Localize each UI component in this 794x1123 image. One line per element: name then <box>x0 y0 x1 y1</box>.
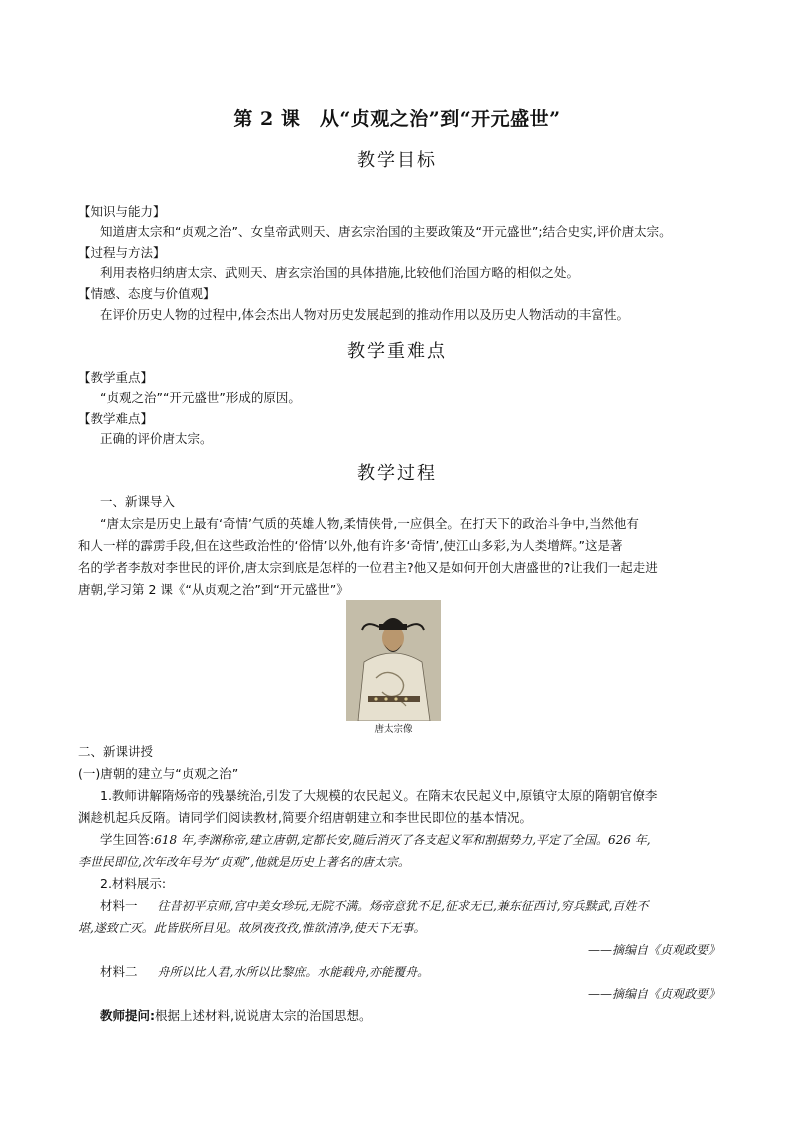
intro-heading: 一、新课导入 <box>100 494 176 509</box>
paragraph-1-line-2: 渊趁机起兵反隋。请同学们阅读教材,简要介绍唐朝建立和李世民即位的基本情况。 <box>78 810 532 825</box>
section-title-key-difficult: 教学重难点 <box>347 341 447 362</box>
material-1-label: 材料一 <box>100 898 138 913</box>
intro-line-3: 名的学者李敖对李世民的评价,唐太宗到底是怎样的一位君主?他又是如何开创大唐盛世的?让我们一起走进 <box>78 560 658 575</box>
teacher-question <box>100 1006 371 1026</box>
page-title: 第 2 课 从“贞观之治”到“开元盛世” <box>233 108 561 130</box>
label-emotion: 【情感、态度与价值观】 <box>78 286 216 301</box>
portrait-illustration <box>346 600 441 721</box>
material-2-line-1 <box>100 962 429 982</box>
material-1-line-1 <box>100 896 648 916</box>
teacher-question-text: 根据上述材料,说说唐太宗的治国思想。 <box>155 1008 372 1023</box>
new-lesson-heading: 二、新课讲授 <box>78 744 154 759</box>
student-answer-line-2: 李世民即位,次年改年号为“贞观”,他就是历史上著名的唐太宗。 <box>78 855 410 869</box>
subsection-heading-1: (一)唐朝的建立与“贞观之治” <box>78 766 239 781</box>
intro-line-1: “唐太宗是历史上最有‘奇情’气质的英雄人物,柔情侠骨,一应俱全。在打天下的政治斗争中,当然他有 <box>100 516 639 531</box>
portrait-caption: 唐太宗像 <box>374 724 413 735</box>
student-answer-text-1: 618 年,李渊称帝,建立唐朝,定都长安,随后消灭了各支起义军和割据势力,平定了全国。626 年, <box>154 833 651 847</box>
text-emotion: 在评价历史人物的过程中,体会杰出人物对历史发展起到的推动作用以及历史人物活动的丰富性。 <box>100 307 629 322</box>
label-process-method: 【过程与方法】 <box>78 245 166 260</box>
label-difficult-point: 【教学难点】 <box>78 411 154 426</box>
paragraph-2: 2.材料展示: <box>100 876 167 891</box>
text-knowledge: 知道唐太宗和“贞观之治”、女皇帝武则天、唐玄宗治国的主要政策及“开元盛世”;结合史实,评价唐太宗。 <box>100 224 672 239</box>
text-process-method: 利用表格归纳唐太宗、武则天、唐玄宗治国的具体措施,比较他们治国方略的相似之处。 <box>100 265 579 280</box>
student-answer-label: 学生回答: <box>100 832 155 847</box>
material-1-text-1: 往昔初平京师,宫中美女珍玩,无院不满。炀帝意犹不足,征求无已,兼东征西讨,穷兵黩武,百姓不 <box>157 899 649 913</box>
student-answer-line-1 <box>100 830 651 850</box>
section-title-process: 教学过程 <box>357 463 437 484</box>
material-1-citation: ——摘编自《贞观政要》 <box>587 943 720 957</box>
material-2-citation: ——摘编自《贞观政要》 <box>587 987 720 1001</box>
intro-line-2: 和人一样的霹雳手段,但在这些政治性的‘俗情’以外,他有许多‘奇情’,使江山多彩,为人类增辉。”这是著 <box>78 538 623 553</box>
label-key-point: 【教学重点】 <box>78 370 154 385</box>
material-2-label: 材料二 <box>100 964 138 979</box>
section-title-objectives: 教学目标 <box>357 150 437 171</box>
paragraph-1-line-1: 1.教师讲解隋炀帝的残暴统治,引发了大规模的农民起义。在隋末农民起义中,原镇守太原的隋朝官僚李 <box>100 788 658 803</box>
intro-line-4: 唐朝,学习第 2 课《“从贞观之治”到“开元盛世”》 <box>78 582 349 597</box>
material-1-line-2: 堪,遂致亡灭。此皆朕所目见。故夙夜孜孜,惟欲清净,使天下无事。 <box>78 921 426 935</box>
teacher-question-label: 教师提问: <box>100 1008 155 1023</box>
text-difficult-point: 正确的评价唐太宗。 <box>100 431 213 446</box>
text-key-point: “贞观之治”“开元盛世”形成的原因。 <box>100 390 301 405</box>
label-knowledge: 【知识与能力】 <box>78 204 166 219</box>
material-2-text-1: 舟所以比人君,水所以比黎庶。水能载舟,亦能覆舟。 <box>157 965 430 979</box>
tang-taizong-portrait-image <box>346 600 441 721</box>
